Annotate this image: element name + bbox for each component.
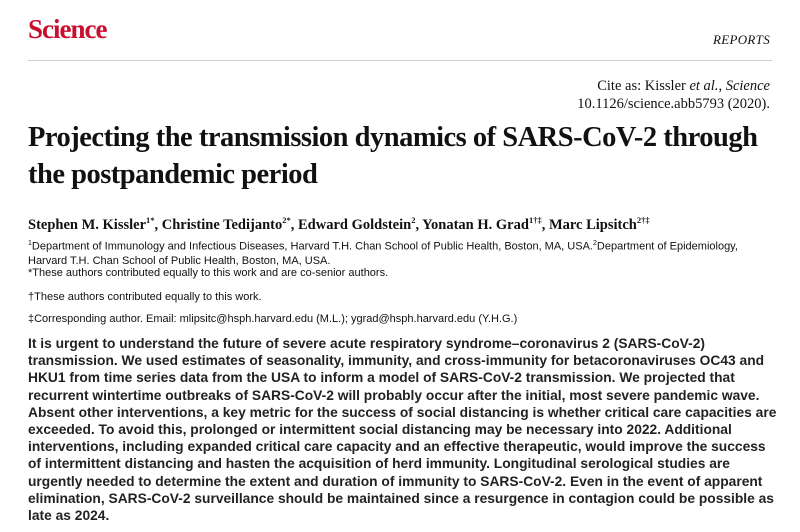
author-name: Christine Tedijanto <box>161 216 283 233</box>
author-name: Marc Lipsitch <box>548 216 637 233</box>
note-co-senior: *These authors contributed equally to this work and are co-senior authors. <box>28 267 389 279</box>
citation-separator: , <box>718 78 726 94</box>
note-corresponding-author: ‡Corresponding author. Email: mlipsitc@hsph.harvard.edu (M.L.); ygrad@hsph.harvard.edu (Y.H.G.) <box>28 313 518 325</box>
author-separator: , <box>154 216 162 233</box>
affiliations <box>28 237 776 269</box>
author <box>162 217 298 233</box>
citation-prefix: Cite as: Kissler <box>597 78 690 94</box>
author <box>422 217 549 233</box>
journal-logo[interactable]: Science <box>28 14 107 44</box>
author-separator: , <box>541 216 549 233</box>
author <box>549 217 650 233</box>
article-title: Projecting the transmission dynamics of SARS-CoV-2 through the postpandemic period <box>28 122 758 190</box>
citation-journal: Science <box>725 78 770 94</box>
abstract: It is urgent to understand the future of severe acute respiratory syndrome–coronavirus 2 (SARS-CoV-2) transmission. We used estimates of seasonality, immunity, and cross-immunity for betacoronaviruses OC43 and HKU1 from time series data from the USA to inform a model of SARS-CoV-2 transmission. We projected that recurrent wintertime outbreaks of SARS-CoV-2 will probably occur after the initial, most severe pandemic wave. Absent other interventions, a key metric for the success of social distancing is whether critical care capacities are exceeded. To avoid this, prolonged or intermittent social distancing may be necessary into 2022. Additional interventions, including expanded critical care capacity and an effective therapeutic, would improve the success of intermittent distancing and hasten the acquisition of herd immunity. Longitudinal serological studies are urgently needed to determine the extent and duration of immunity to SARS-CoV-2. Even in the event of apparent elimination, SARS-CoV-2 surveillance should be maintained since a resurgence in contagion could be possible as late as 2024. <box>28 336 777 524</box>
author-marks: 1* <box>146 215 155 225</box>
author-name: Edward Goldstein <box>297 216 412 233</box>
author <box>28 217 162 233</box>
author-separator: , <box>290 216 298 233</box>
affiliation-2: Department of Epidemiology, Harvard T.H. Chan School of Public Health, Boston, MA, USA. <box>28 240 738 268</box>
author-marks: 1†‡ <box>528 215 542 225</box>
header-divider <box>28 60 772 61</box>
author-list <box>28 211 788 234</box>
citation-line-1 <box>577 77 770 95</box>
author <box>298 217 422 233</box>
author-marks: 2* <box>282 215 291 225</box>
author-separator: , <box>415 216 423 233</box>
author-marks: 2 <box>411 215 416 225</box>
affiliation-1: Department of Immunology and Infectious Diseases, Harvard T.H. Chan School of Public Health, Boston, MA, USA. <box>31 240 593 253</box>
author-name: Stephen M. Kissler <box>28 216 147 233</box>
author-name: Yonatan H. Grad <box>422 216 529 233</box>
affiliation-mark: 1 <box>28 240 32 247</box>
citation-etal: et al. <box>689 78 719 94</box>
note-equal-contribution: †These authors contributed equally to this work. <box>28 291 262 303</box>
citation-doi[interactable]: 10.1126/science.abb5793 (2020). <box>577 96 770 112</box>
affiliation-mark: 2 <box>592 240 597 247</box>
author-marks: 2†‡ <box>636 215 650 225</box>
section-label: REPORTS <box>713 32 770 47</box>
citation-block <box>577 77 770 113</box>
